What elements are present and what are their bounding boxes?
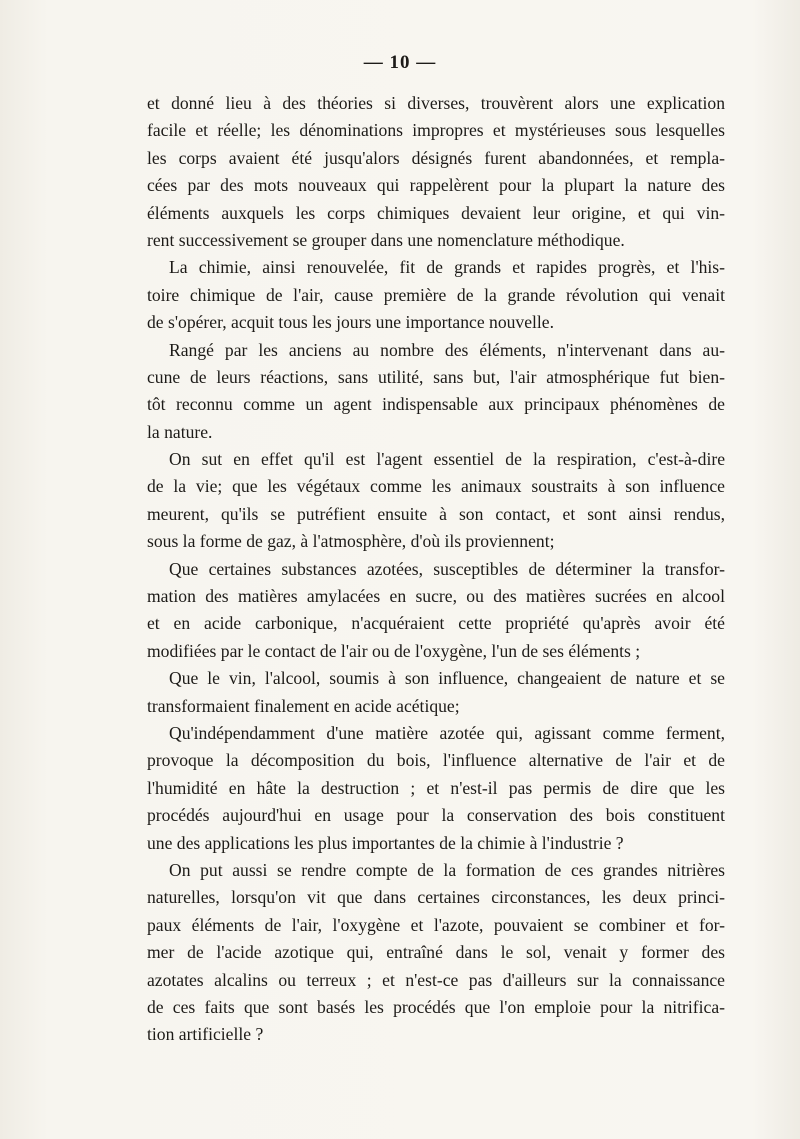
text-line: de la vie; que les végétaux comme les animaux soustraits à son influence	[147, 476, 725, 497]
text-line: une des applications les plus importantes de la chimie à l'industrie ?	[147, 832, 624, 853]
text-line: et donné lieu à des théories si diverses, trouvèrent alors une explication	[147, 93, 725, 113]
text-line: provoque la décomposition du bois, l'influence alternative de l'air et de	[147, 750, 725, 771]
text-line: Qu'indépendamment d'une matière azotée qui, agissant comme ferment,	[169, 722, 725, 743]
text-line: Que certaines substances azotées, susceptibles de déterminer la transfor-	[169, 558, 725, 579]
text-line: On put aussi se rendre compte de la formation de ces grandes nitrières	[169, 859, 725, 880]
text-line: les corps avaient été jusqu'alors désignés furent abandonnées, et rempla-	[147, 147, 725, 168]
text-line: de ces faits que sont basés les procédés que l'on emploie pour la nitrifica-	[147, 996, 725, 1017]
text-line: modifiées par le contact de l'air ou de l'oxygène, l'un de ses éléments ;	[147, 640, 641, 661]
text-line: éléments auxquels les corps chimiques devaient leur origine, et qui vin-	[147, 202, 725, 223]
text-line: mation des matières amylacées en sucre, ou des matières sucrées en alcool	[147, 586, 725, 607]
body-text	[147, 90, 725, 1049]
text-line: meurent, qu'ils se putréfient ensuite à son contact, et sont ainsi rendus,	[147, 503, 725, 524]
text-line: de s'opérer, acquit tous les jours une importance nouvelle.	[147, 312, 555, 333]
text-line: mer de l'acide azotique qui, entraîné dans le sol, venait y former des	[147, 942, 725, 963]
page-number: — 10 —	[363, 52, 437, 73]
text-line: procédés aujourd'hui en usage pour la conservation des bois constituent	[147, 805, 725, 826]
text-line: et en acide carbonique, n'acquéraient cette propriété qu'après avoir été	[147, 613, 725, 634]
text-line: paux éléments de l'air, l'oxygène et l'azote, pouvaient se combiner et for-	[147, 914, 725, 935]
text-line: azotates alcalins ou terreux ; et n'est-ce pas d'ailleurs sur la connaissance	[147, 969, 725, 990]
text-line: la nature.	[147, 421, 213, 442]
text-line: tion artificielle ?	[147, 1024, 264, 1045]
text-line: toire chimique de l'air, cause première de la grande révolution qui venait	[147, 284, 725, 305]
text-line: Rangé par les anciens au nombre des éléments, n'intervenant dans au-	[169, 339, 725, 360]
text-line: Que le vin, l'alcool, soumis à son influence, changeaient de nature et se	[169, 668, 725, 689]
text-line: sous la forme de gaz, à l'atmosphère, d'où ils proviennent;	[147, 531, 555, 552]
text-line: facile et réelle; les dénominations impropres et mystérieuses sous lesquelles	[147, 120, 725, 141]
text-line: cées par des mots nouveaux qui rappelèrent pour la plupart la nature des	[147, 175, 725, 196]
text-line: cune de leurs réactions, sans utilité, sans but, l'air atmosphérique fut bien-	[147, 366, 725, 387]
text-line: tôt reconnu comme un agent indispensable aux principaux phénomènes de	[147, 394, 725, 415]
text-line: naturelles, lorsqu'on vit que dans certaines circonstances, les deux princi-	[147, 887, 725, 908]
text-line: transformaient finalement en acide acétique;	[147, 695, 460, 716]
text-line: l'humidité en hâte la destruction ; et n'est-il pas permis de dire que les	[147, 777, 725, 798]
text-line: On sut en effet qu'il est l'agent essentiel de la respiration, c'est-à-dire	[169, 449, 725, 470]
text-line: rent successivement se grouper dans une nomenclature méthodique.	[147, 229, 625, 250]
text-line: La chimie, ainsi renouvelée, fit de grands et rapides progrès, et l'his-	[169, 257, 725, 278]
